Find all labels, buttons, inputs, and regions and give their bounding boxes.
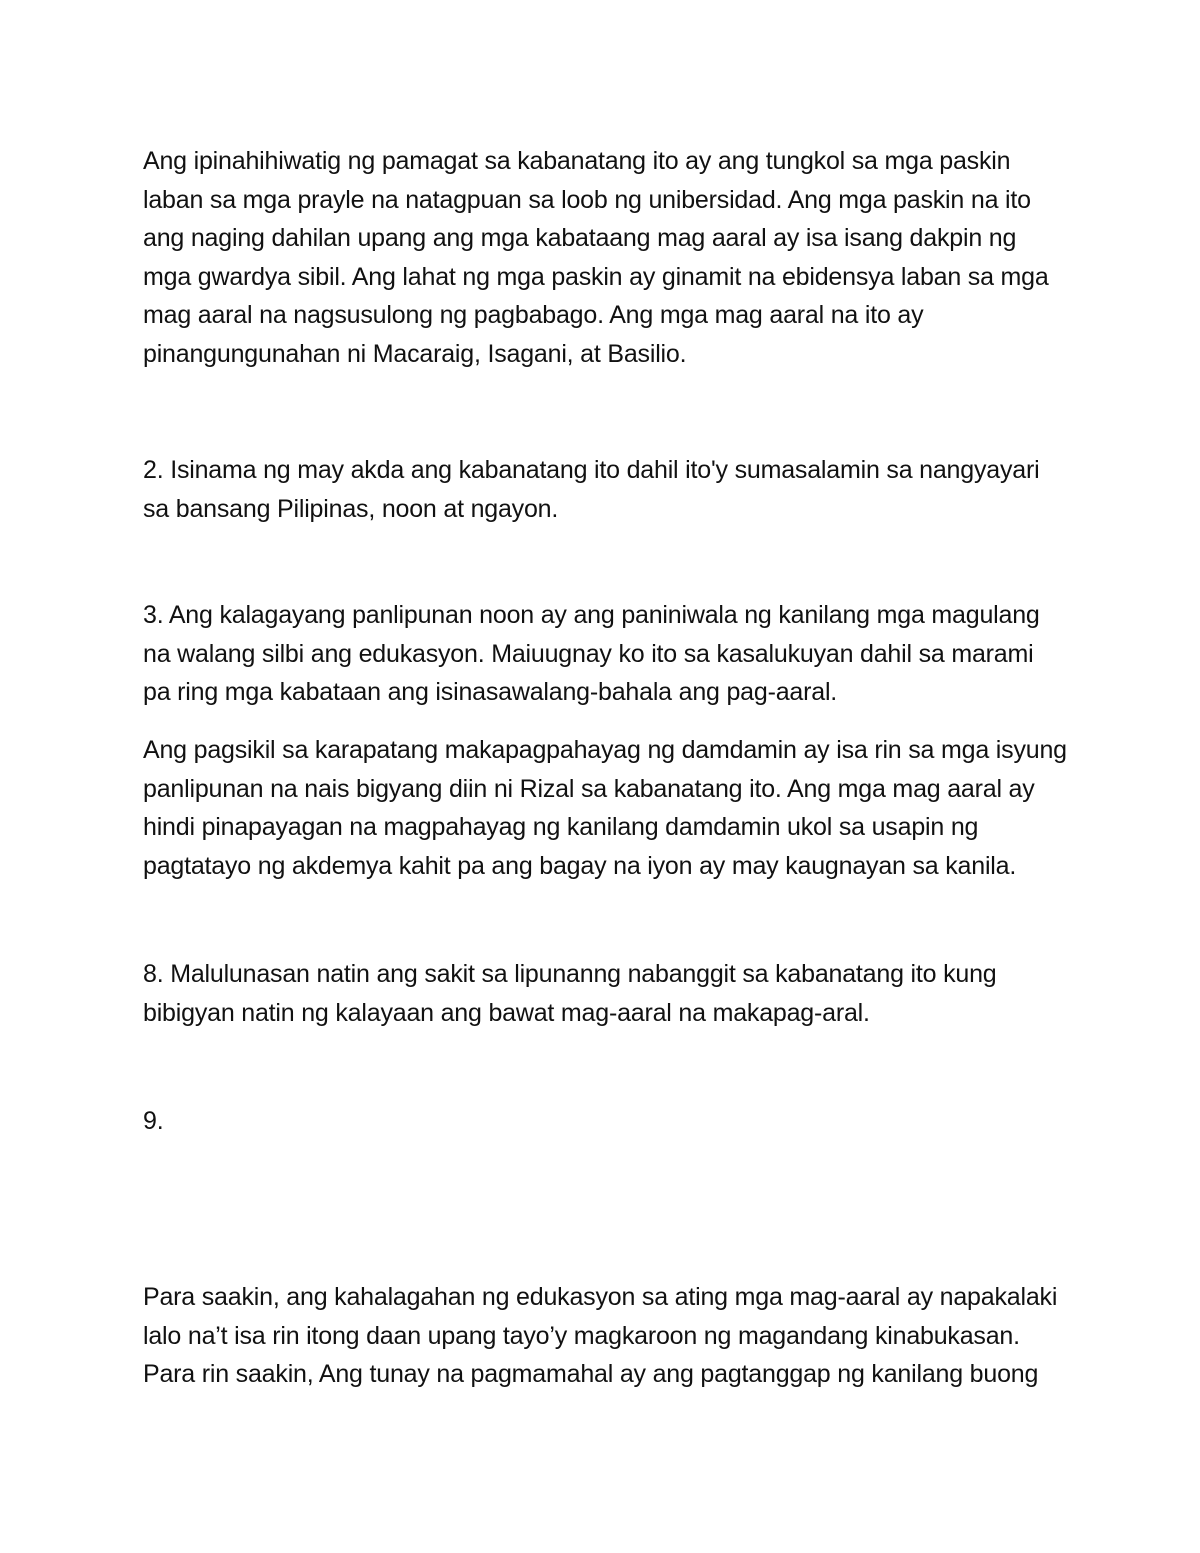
text-line: bibigyan natin ng kalayaan ang bawat mag-aaral na makapag-aral. bbox=[143, 998, 870, 1027]
paragraph-answer-2 bbox=[143, 451, 1103, 528]
text-line: Para rin saakin, Ang tunay na pagmamahal ay ang pagtanggap ng kanilang buong bbox=[143, 1360, 1039, 1389]
text-line: mag aaral na nagsusulong ng pagbabago. Ang mga mag aaral na ito ay bbox=[143, 301, 924, 330]
text-line: na walang silbi ang edukasyon. Maiuugnay ko ito sa kasalukuyan dahil sa marami bbox=[143, 639, 1034, 668]
paragraph-answer-9 bbox=[143, 1102, 1103, 1141]
text-line: pa ring mga kabataan ang isinasawalang-bahala ang pag-aaral. bbox=[143, 678, 838, 707]
text-line: laban sa mga prayle na natagpuan sa loob ng unibersidad. Ang mga paskin na ito bbox=[143, 185, 1031, 214]
text-line: 8. Malulunasan natin ang sakit sa lipunanng nabanggit sa kabanatang ito kung bbox=[143, 960, 997, 988]
text-line: sa bansang Pilipinas, noon at ngayon. bbox=[143, 494, 559, 523]
text-line: panlipunan na nais bigyang diin ni Rizal sa kabanatang ito. Ang mga mag aaral ay bbox=[143, 774, 1035, 803]
text-line: ang naging dahilan upang ang mga kabataang mag aaral ay isa isang dakpin ng bbox=[143, 224, 1017, 253]
text-line: Ang ipinahihiwatig ng pamagat sa kabanatang ito ay ang tungkol sa mga paskin bbox=[143, 147, 1011, 175]
text-line: 2. Isinama ng may akda ang kabanatang ito dahil ito'y sumasalamin sa nangyayari bbox=[143, 456, 1040, 484]
text-line: pinangungunahan ni Macaraig, Isagani, at Basilio. bbox=[143, 339, 687, 368]
text-line: 3. Ang kalagayang panlipunan noon ay ang paniniwala ng kanilang mga magulang bbox=[143, 601, 1040, 629]
paragraph-answer-3 bbox=[143, 596, 1103, 712]
paragraph-answer-8 bbox=[143, 955, 1103, 1032]
text-line: pagtatayo ng akdemya kahit pa ang bagay na iyon ay may kaugnayan sa kanila. bbox=[143, 851, 1017, 880]
paragraph-issue bbox=[143, 731, 1103, 885]
text-line: mga gwardya sibil. Ang lahat ng mga paskin ay ginamit na ebidensya laban sa mga bbox=[143, 262, 1049, 291]
paragraph-title-meaning bbox=[143, 142, 1103, 374]
text-line: lalo na’t isa rin itong daan upang tayo’y magkaroon ng magandang kinabukasan. bbox=[143, 1321, 1020, 1350]
text-line: Para saakin, ang kahalagahan ng edukasyon sa ating mga mag-aaral ay napakalaki bbox=[143, 1283, 1058, 1311]
text-line: 9. bbox=[143, 1107, 164, 1135]
text-line: hindi pinapayagan na magpahayag ng kanilang damdamin ukol sa usapin ng bbox=[143, 813, 979, 842]
paragraph-opinion bbox=[143, 1278, 1103, 1394]
text-line: Ang pagsikil sa karapatang makapagpahayag ng damdamin ay isa rin sa mga isyung bbox=[143, 736, 1067, 764]
